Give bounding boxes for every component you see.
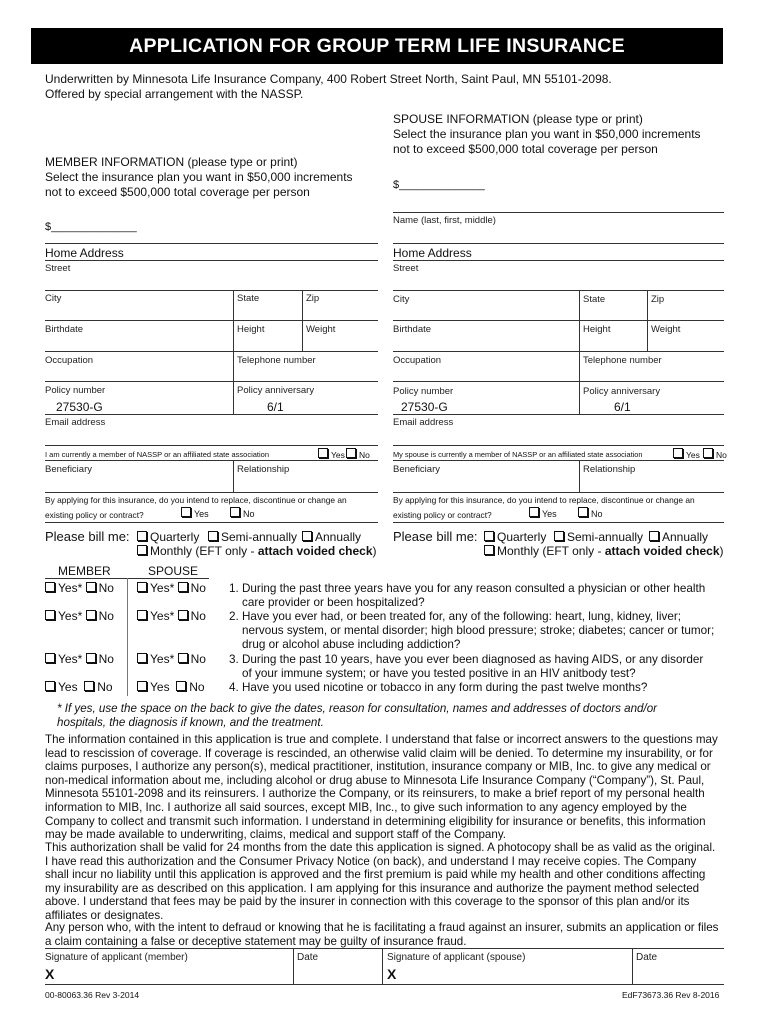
legal-paragraph-1: The information contained in this application is true and complete. I understand that false or incorrect answers to the questions may lead to rescission of coverage. If coverage is rescinded, an otherwise valid claim will be denied. To determine my insurability, or for claims purposes, I authorize any person(s), medical practitioner, institution, insurance company or MIB, Inc. to give any medical or non-medical information about me, including alcohol or drug abuse to Minnesota Life Insurance Company (“Company”), St. Paul, Minnesota 55101-2098 and its reinsurers. I authorize the Company, or its reinsurers, to make a brief report of my personal health information to MIB, Inc. I authorize all said sources, except MIB, Inc., to give such information to any agency employed by the Company to collect and transmit such information. I understand in determining eligibility for insurance or benefits, this information may be made available to underwriting, claims, medical and support staff of the Company. xyxy=(45,733,718,842)
member-policy-anniversary-value: 6/1 xyxy=(267,400,284,414)
spouse-signature-label: Signature of applicant (spouse) xyxy=(387,952,526,963)
question-3: 3. During the past 10 years, have you ever been diagnosed as having AIDS, or any disorder of your immune system; or have you tested positive in an HIV anitbody test? xyxy=(229,653,704,681)
spouse-street-label: Street xyxy=(393,263,419,274)
spouse-bill-semiannually[interactable]: Semi-annually xyxy=(554,530,643,544)
checkbox[interactable] xyxy=(178,610,188,620)
q3-spouse-answers[interactable]: Yes* No xyxy=(137,652,206,666)
health-spouse-col-header: SPOUSE xyxy=(148,564,199,578)
spouse-name-label: Name (last, first, middle) xyxy=(393,215,496,226)
spouse-policy-anniversary-value: 6/1 xyxy=(614,400,631,414)
member-telephone-label: Telephone number xyxy=(237,355,316,366)
spouse-bill-monthly[interactable]: Monthly (EFT only - attach voided check) xyxy=(484,544,724,558)
member-amount-field[interactable]: $______________ xyxy=(45,221,137,233)
member-relationship-label: Relationship xyxy=(237,464,290,475)
member-bill-label: Please bill me: xyxy=(45,529,130,544)
spouse-nassp-no[interactable]: No xyxy=(703,448,727,460)
form-title: APPLICATION FOR GROUP TERM LIFE INSURANCE xyxy=(31,28,723,64)
member-state-label: State xyxy=(237,293,260,304)
footer-form-number-left: 00-80063.36 Rev 3-2014 xyxy=(45,990,140,1000)
spouse-policy-number-value: 27530-G xyxy=(401,400,448,414)
spouse-policy-anniversary-label: Policy anniversary xyxy=(583,386,661,397)
member-replace-question-1: By applying for this insurance, do you intend to replace, discontinue or change an xyxy=(45,495,347,505)
q4-spouse-answers[interactable]: Yes No xyxy=(137,680,205,694)
question-1: 1. During the past three years have you for any reason consulted a physician or other health care provider or been hospitalized? xyxy=(229,582,706,610)
checkbox[interactable] xyxy=(346,448,356,458)
spouse-bill-annually[interactable]: Annually xyxy=(649,530,708,544)
spouse-policy-number-label: Policy number xyxy=(393,386,454,397)
health-member-col-header: MEMBER xyxy=(58,564,111,578)
checkbox[interactable] xyxy=(137,531,147,541)
member-replace-yes[interactable]: Yes xyxy=(181,507,209,519)
spouse-city-label: City xyxy=(393,294,410,305)
spouse-weight-label: Weight xyxy=(651,324,681,335)
spouse-replace-no[interactable]: No xyxy=(578,507,603,519)
checkbox[interactable] xyxy=(178,582,188,592)
checkbox[interactable] xyxy=(673,448,683,458)
q4-member-answers[interactable]: Yes No xyxy=(45,680,113,694)
member-birthdate-label: Birthdate xyxy=(45,324,84,335)
checkbox[interactable] xyxy=(86,610,96,620)
spouse-occupation-label: Occupation xyxy=(393,355,442,366)
member-policy-number-label: Policy number xyxy=(45,385,106,396)
checkbox[interactable] xyxy=(230,507,240,517)
spouse-email-label: Email address xyxy=(393,417,454,428)
spouse-date-label: Date xyxy=(636,952,658,963)
member-header: MEMBER INFORMATION (please type or print) xyxy=(45,155,298,169)
member-policy-number-value: 27530-G xyxy=(56,400,103,414)
member-occupation-label: Occupation xyxy=(45,355,94,366)
checkbox[interactable] xyxy=(529,507,539,517)
member-weight-label: Weight xyxy=(306,324,336,335)
health-footnote: * If yes, use the space on the back to give the dates, reason for consultation, names and addresses of doctors and/or hospitals, the diagnosis if known, and the treatment. xyxy=(57,702,658,729)
member-home-address-label: Home Address xyxy=(45,246,124,260)
q2-member-answers[interactable]: Yes* No xyxy=(45,609,114,623)
checkbox[interactable] xyxy=(181,507,191,517)
checkbox[interactable] xyxy=(86,582,96,592)
member-nassp-no[interactable]: No xyxy=(346,448,370,460)
member-beneficiary-label: Beneficiary xyxy=(45,464,92,475)
legal-paragraph-3: Any person who, with the intent to defraud or knowing that he is facilitating a fraud against an insurer, submits an application or files a claim containing a false or deceptive statement may be guilty of insurance fraud. xyxy=(45,921,719,948)
spouse-zip-label: Zip xyxy=(651,294,665,305)
checkbox[interactable] xyxy=(703,448,713,458)
member-bill-quarterly[interactable]: Quarterly xyxy=(137,530,199,544)
checkbox[interactable] xyxy=(137,545,147,555)
spouse-birthdate-label: Birthdate xyxy=(393,324,432,335)
checkbox[interactable] xyxy=(137,610,147,620)
checkbox[interactable] xyxy=(484,545,494,555)
spouse-nassp-yes[interactable]: Yes xyxy=(673,448,700,460)
checkbox[interactable] xyxy=(554,531,564,541)
member-email-label: Email address xyxy=(45,417,106,428)
member-height-label: Height xyxy=(237,324,265,335)
q2-spouse-answers[interactable]: Yes* No xyxy=(137,609,206,623)
checkbox[interactable] xyxy=(45,653,55,663)
checkbox[interactable] xyxy=(578,507,588,517)
spouse-header: SPOUSE INFORMATION (please type or print) xyxy=(393,112,643,126)
member-zip-label: Zip xyxy=(306,293,320,304)
checkbox[interactable] xyxy=(176,681,186,691)
spouse-amount-field[interactable]: $______________ xyxy=(393,179,485,191)
member-replace-question-2: existing policy or contract? xyxy=(45,510,144,520)
footer-form-number-right: EdF73673.36 Rev 8-2016 xyxy=(622,990,720,1000)
checkbox[interactable] xyxy=(45,610,55,620)
checkbox[interactable] xyxy=(302,531,312,541)
spouse-height-label: Height xyxy=(583,324,611,335)
member-replace-no[interactable]: No xyxy=(230,507,255,519)
spouse-bill-label: Please bill me: xyxy=(393,529,478,544)
member-plan-line2: not to exceed $500,000 total coverage per person xyxy=(45,185,310,199)
legal-paragraph-2: This authorization shall be valid for 24 months from the date this application is signed. A photocopy shall be as valid as the original. I have read this authorization and the Consumer Privacy Notice (on back), and understand I may receive copies. The Company shall incur no liability until this application is approved and the first premium is paid while my health and other conditions affecting my insurability are as described on this application. I am applying for this insurance and authorize the payment method selected above. I understand that fees may be paid by the insurer in connection with this coverage to the sponsor of this plan and/or its affiliates or designates. xyxy=(45,841,716,922)
checkbox[interactable] xyxy=(484,531,494,541)
checkbox[interactable] xyxy=(86,653,96,663)
spouse-replace-yes[interactable]: Yes xyxy=(529,507,557,519)
checkbox[interactable] xyxy=(318,448,328,458)
member-plan-line1: Select the insurance plan you want in $50,000 increments xyxy=(45,170,353,184)
member-bill-semiannually[interactable]: Semi-annually xyxy=(208,530,297,544)
spouse-replace-question-1: By applying for this insurance, do you intend to replace, discontinue or change an xyxy=(393,495,695,505)
spouse-replace-question-2: existing policy or contract? xyxy=(393,510,492,520)
q1-member-answers[interactable]: Yes* No xyxy=(45,581,114,595)
spouse-plan-line1: Select the insurance plan you want in $50,000 increments xyxy=(393,127,701,141)
member-bill-annually[interactable]: Annually xyxy=(302,530,361,544)
spouse-plan-line2: not to exceed $500,000 total coverage per person xyxy=(393,142,658,156)
checkbox[interactable] xyxy=(137,653,147,663)
spouse-state-label: State xyxy=(583,294,606,305)
spouse-nassp-question: My spouse is currently a member of NASSP or an affiliated state association xyxy=(393,450,643,459)
checkbox[interactable] xyxy=(45,681,55,691)
member-date-label: Date xyxy=(297,952,319,963)
checkbox[interactable] xyxy=(178,653,188,663)
member-bill-monthly[interactable]: Monthly (EFT only - attach voided check) xyxy=(137,544,377,558)
member-nassp-question: I am currently a member of NASSP or an affiliated state association xyxy=(45,450,269,459)
checkbox[interactable] xyxy=(137,582,147,592)
spouse-beneficiary-label: Beneficiary xyxy=(393,464,440,475)
member-nassp-yes[interactable]: Yes xyxy=(318,448,345,460)
spouse-signature-field[interactable]: X xyxy=(387,966,397,982)
question-4: 4. Have you used nicotine or tobacco in any form during the past twelve months? xyxy=(229,681,648,694)
spouse-telephone-label: Telephone number xyxy=(583,355,662,366)
q3-member-answers[interactable]: Yes* No xyxy=(45,652,114,666)
q1-spouse-answers[interactable]: Yes* No xyxy=(137,581,206,595)
spouse-relationship-label: Relationship xyxy=(583,464,636,475)
checkbox[interactable] xyxy=(45,582,55,592)
question-2: 2. Have you ever had, or been treated for, any of the following: heart, lung, kidney, liver; nervous system, or mental disorder; high blood pressure; stroke; diabetes; cancer or tumor; drug or alcohol abuse including addiction? xyxy=(229,610,715,652)
spouse-bill-quarterly[interactable]: Quarterly xyxy=(484,530,546,544)
checkbox[interactable] xyxy=(137,681,147,691)
underwriter-line: Underwritten by Minnesota Life Insurance Company, 400 Robert Street North, Saint Paul, MN 55101-2098. xyxy=(45,72,612,86)
member-signature-label: Signature of applicant (member) xyxy=(45,952,188,963)
spouse-home-address-label: Home Address xyxy=(393,246,472,260)
nassp-line: Offered by special arrangement with the NASSP. xyxy=(45,87,304,101)
checkbox[interactable] xyxy=(84,681,94,691)
member-signature-field[interactable]: X xyxy=(45,966,55,982)
checkbox[interactable] xyxy=(208,531,218,541)
member-street-label: Street xyxy=(45,263,71,274)
member-policy-anniversary-label: Policy anniversary xyxy=(237,385,315,396)
checkbox[interactable] xyxy=(649,531,659,541)
member-city-label: City xyxy=(45,293,62,304)
